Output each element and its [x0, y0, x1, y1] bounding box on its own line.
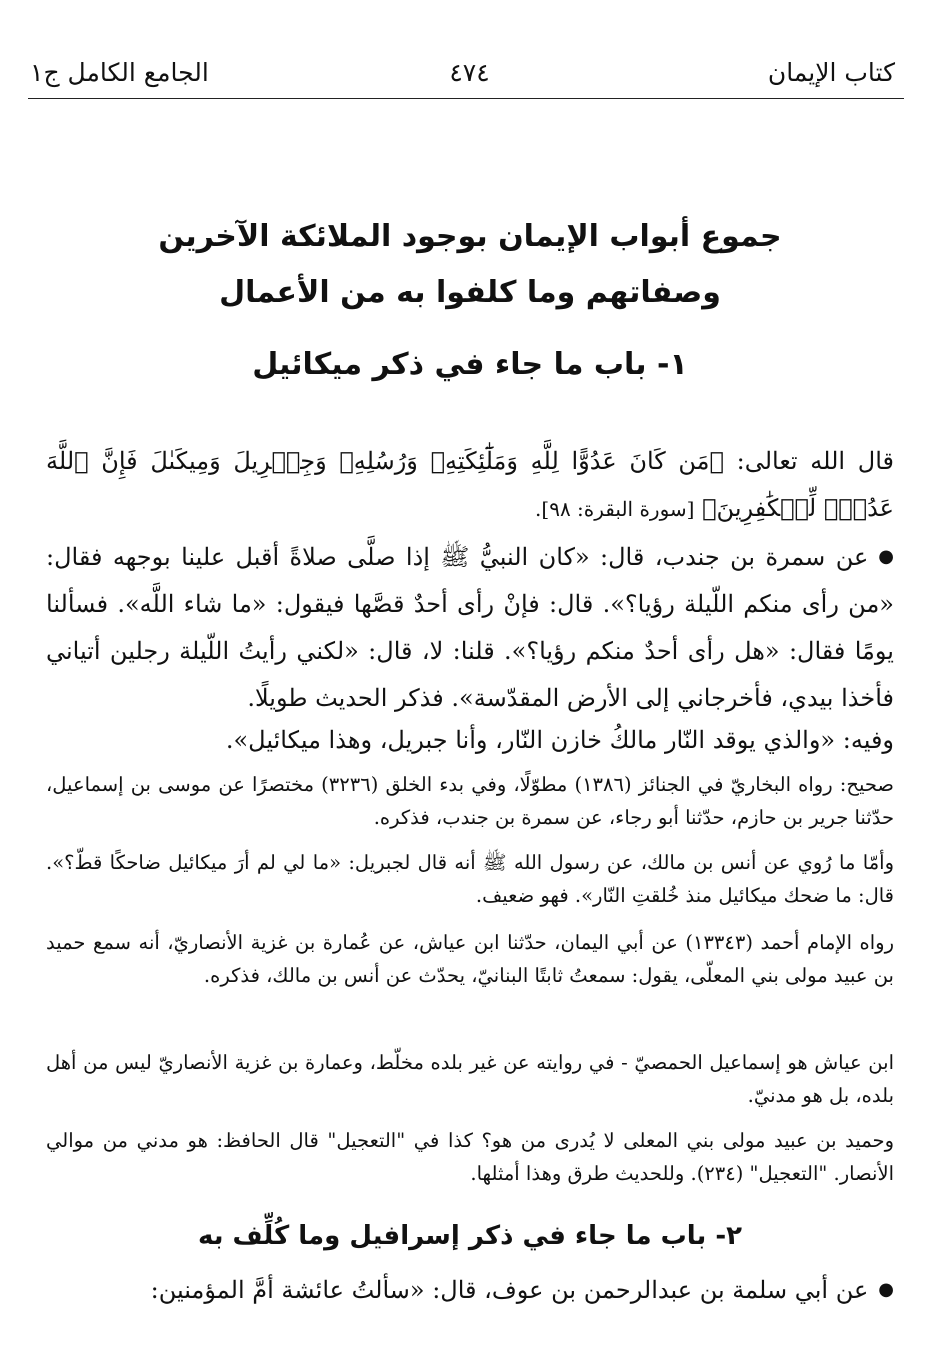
running-header-book: كتاب الإيمان — [767, 58, 895, 87]
hadith-samura-excerpt: وفيه: «والذي يوقد النّار مالكُ خازن النّار، وأنا جبريل، وهذا ميكائيل». — [225, 726, 894, 754]
chapter-title-mikail: ١- باب ما جاء في ذكر ميكائيل — [252, 347, 688, 382]
hadith-text: عن سمرة بن جندب، قال: «كان النبيُّ ﷺ إذا صلَّى صلاةً أقبل علينا بوجهه فقال: «من رأى منكم اللّيلة رؤيا؟». قال: فإنْ رأى أحدٌ قصَّها فيقول: «ما شاء اللَّه». فسألنا يومًا فقال: «هل رأى أحدٌ منكم رؤيا؟». قلنا: لا، قال: «لكني رأيتُ اللّيلة رجلين أتياني فأخذا بيدي، فأخرجاني إلى الأرض المقدّسة». فذكر الحديث طويلًا. — [46, 543, 894, 712]
page-number: ٤٧٤ — [449, 58, 490, 87]
note-ibn-ayyash: ابن عياش هو إسماعيل الحمصيّ - في روايته عن غير بلده مخلّط، وعمارة بن غزية الأنصاريّ ليس من أهل بلده، بل هو مدنيّ. — [46, 1051, 894, 1107]
takhrij-note-bukhari: صحيح: رواه البخاريّ في الجنائز (١٣٨٦) مطوّلًا، وفي بدء الخلق (٣٢٣٦) مختصرًا عن موسى بن إسماعيل، حدّثنا جرير بن حازم، حدّثنا أبو رجاء، عن سمرة بن جندب، فذكره. — [46, 773, 894, 829]
quran-verse-paragraph — [46, 438, 894, 533]
quran-verse: ﴿مَن كَانَ عَدُوًّا لِلَّهِ وَمَلَٰٓئِكَتِهِۦ وَرُسُلِهِۦ وَجِبۡرِيلَ وَمِيكَىٰلَ فَإِنَّ ٱللَّهَ عَدُوّٞ لِّلۡكَٰفِرِينَ﴾ — [46, 447, 894, 522]
chapter-title-israfil: ٢- باب ما جاء في ذكر إسرافيل وما كُلِّف به — [197, 1221, 743, 1251]
hadith-abu-salama — [46, 1266, 894, 1314]
note-ahmad-chain: رواه الإمام أحمد (١٣٣٤٣) عن أبي اليمان، حدّثنا ابن عياش، عن عُمارة بن غزية الأنصاريّ، أنه سمع حميد بن عبيد مولى بني المعلّى، يقول: سمعتُ ثابتًا البنانيّ، يحدّث عن أنس بن مالك، فذكره. — [46, 931, 894, 987]
note-humaid: وحميد بن عبيد مولى بني المعلى لا يُدرى من هو؟ كذا في "التعجيل" قال الحافظ: هو مدني من موالي الأنصار. "التعجيل" (٢٣٤). وللحديث طرق وهذا أمثلها. — [46, 1129, 894, 1185]
section-title-line1: جموع أبواب الإيمان بوجود الملائكة الآخرين — [158, 219, 782, 254]
hadith-samura — [46, 533, 894, 722]
bullet-icon: ● — [878, 546, 895, 567]
verse-reference: [سورة البقرة: ٩٨]. — [535, 497, 695, 521]
header-divider — [28, 98, 904, 99]
running-header-volume: الجامع الكامل ج١ — [30, 58, 209, 87]
hadith-text: عن أبي سلمة بن عبدالرحمن بن عوف، قال: «سألتُ عائشة أمَّ المؤمنين: — [150, 1276, 869, 1304]
note-anas-weak: وأمّا ما رُوي عن أنس بن مالك، عن رسول الله ﷺ أنه قال لجبريل: «ما لي لم أرَ ميكائيل ضاحكًا قطّ؟». قال: ما ضحك ميكائيل منذ خُلقتِ النّار». فهو ضعيف. — [46, 851, 894, 907]
verse-intro: قال الله تعالى: — [736, 447, 894, 475]
section-title-line2: وصفاتهم وما كلفوا به من الأعمال — [219, 275, 721, 310]
bullet-icon: ● — [878, 1279, 894, 1300]
